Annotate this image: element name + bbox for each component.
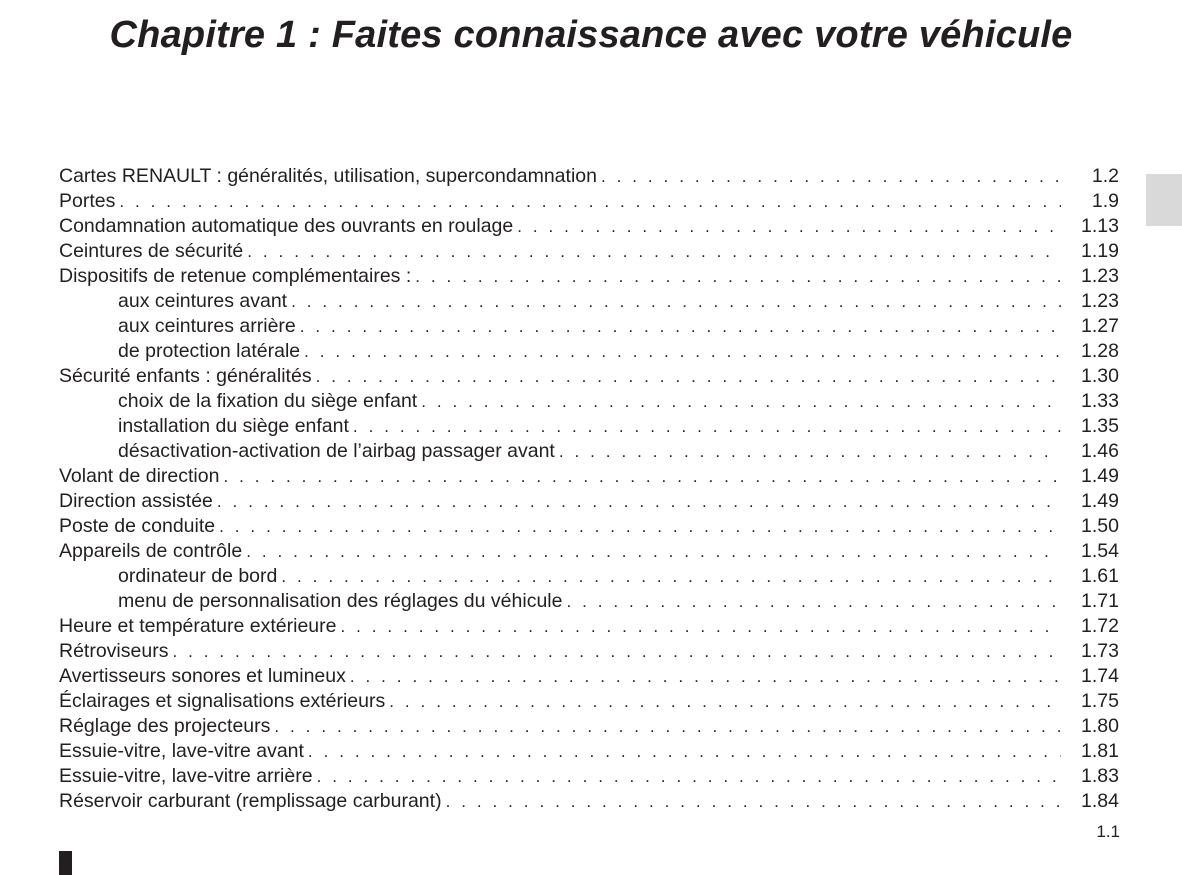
toc-entry-page: 1.28: [1081, 340, 1119, 362]
dot-leader: [217, 489, 1061, 514]
toc-entry-page: 1.81: [1081, 740, 1119, 762]
toc-entry-label: Heure et température extérieure: [59, 615, 337, 637]
toc-entry: [59, 489, 1119, 514]
dot-leader: [317, 764, 1061, 789]
toc-entry: [59, 239, 1119, 264]
toc-entry-page: 1.61: [1081, 565, 1119, 587]
dot-leader: [559, 439, 1061, 464]
dot-leader: [446, 789, 1061, 814]
toc-subentry: [59, 589, 1119, 614]
toc-entry-label: Dispositifs de retenue complémentaires :: [59, 265, 412, 287]
dot-leader: [308, 739, 1061, 764]
toc-entry-page: 1.71: [1081, 590, 1119, 612]
dot-leader: [340, 614, 1061, 639]
toc-subentry: [59, 289, 1119, 314]
toc-subentry: [59, 314, 1119, 339]
toc-entry: [59, 364, 1119, 389]
dot-leader: [517, 214, 1061, 239]
toc-entry-page: 1.23: [1081, 265, 1119, 287]
toc-entry-page: 1.74: [1081, 665, 1119, 687]
toc-entry-label: Condamnation automatique des ouvrants en roulage: [59, 215, 514, 237]
page-number: 1.1: [1096, 822, 1120, 841]
toc-entry-label: Essuie-vitre, lave-vitre arrière: [59, 765, 313, 787]
toc-entry-page: 1.35: [1081, 415, 1119, 437]
dot-leader: [350, 664, 1061, 689]
toc-entry-label: choix de la fixation du siège enfant: [118, 390, 418, 412]
toc-entry-label: désactivation-activation de l’airbag passager avant: [118, 440, 555, 462]
dot-leader: [172, 639, 1061, 664]
toc-entry-label: Réglage des projecteurs: [59, 715, 271, 737]
toc-entry: [59, 689, 1119, 714]
toc-entry-label: Avertisseurs sonores et lumineux: [59, 665, 346, 687]
toc-entry-page: 1.83: [1081, 765, 1119, 787]
toc-entry: [59, 514, 1119, 539]
toc-entry-page: 1.27: [1081, 315, 1119, 337]
toc-entry-page: 1.73: [1081, 640, 1119, 662]
toc-entry-label: de protection latérale: [118, 340, 301, 362]
toc-entry: [59, 264, 1119, 289]
toc-entry-page: 1.84: [1081, 790, 1119, 812]
toc-entry-label: Ceintures de sécurité: [59, 240, 244, 262]
corner-mark: [59, 851, 72, 875]
toc-entry: [59, 189, 1119, 214]
toc-entry: [59, 739, 1119, 764]
toc-subentry: [59, 389, 1119, 414]
toc-entry-page: 1.50: [1081, 515, 1119, 537]
toc-subentry: [59, 439, 1119, 464]
dot-leader: [316, 364, 1061, 389]
toc-entry-label: Essuie-vitre, lave-vitre avant: [59, 740, 304, 762]
toc-entry: [59, 639, 1119, 664]
dot-leader: [223, 464, 1061, 489]
chapter-side-tab: [1146, 174, 1182, 226]
dot-leader: [219, 514, 1061, 539]
toc-entry-label: Appareils de contrôle: [59, 540, 243, 562]
dot-leader: [389, 689, 1061, 714]
toc-entry-page: 1.30: [1081, 365, 1119, 387]
toc-entry-page: 1.49: [1081, 490, 1119, 512]
toc-entry: [59, 664, 1119, 689]
toc-entry-label: ordinateur de bord: [118, 565, 278, 587]
dot-leader: [353, 414, 1061, 439]
dot-leader: [246, 539, 1061, 564]
toc-entry-page: 1.46: [1081, 440, 1119, 462]
toc-entry-page: 1.72: [1081, 615, 1119, 637]
toc-entry-label: Volant de direction: [59, 465, 220, 487]
toc-entry-label: installation du siège enfant: [118, 415, 349, 437]
dot-leader: [274, 714, 1061, 739]
toc-entry-label: aux ceintures arrière: [118, 315, 296, 337]
dot-leader: [291, 289, 1061, 314]
toc-entry-page: 1.19: [1081, 240, 1119, 262]
dot-leader: [281, 564, 1061, 589]
dot-leader: [247, 239, 1061, 264]
toc-entry-page: 1.75: [1081, 690, 1119, 712]
toc-entry-label: aux ceintures avant: [118, 290, 288, 312]
chapter-title: Chapitre 1 : Faites connaissance avec votre véhicule: [109, 14, 1073, 56]
toc-entry: [59, 164, 1119, 189]
toc-entry-page: 1.2: [1091, 165, 1119, 187]
dot-leader: [415, 264, 1061, 289]
toc-entry-page: 1.9: [1091, 190, 1119, 212]
toc-entry-page: 1.49: [1081, 465, 1119, 487]
dot-leader: [119, 189, 1061, 214]
toc-entry: [59, 464, 1119, 489]
toc-entry: [59, 789, 1119, 814]
toc-entry-label: Portes: [59, 190, 116, 212]
toc-entry-label: Poste de conduite: [59, 515, 216, 537]
toc-subentry: [59, 564, 1119, 589]
toc-entry-label: Rétroviseurs: [59, 640, 169, 662]
toc-entry: [59, 714, 1119, 739]
dot-leader: [601, 164, 1061, 189]
toc-entry: [59, 764, 1119, 789]
toc-entry-label: Éclairages et signalisations extérieurs: [59, 690, 386, 712]
toc-entry-label: Cartes RENAULT : généralités, utilisation, supercondamnation: [59, 165, 597, 187]
toc-entry-label: Direction assistée: [59, 490, 213, 512]
toc-entry-page: 1.13: [1081, 215, 1119, 237]
toc-entry-label: Réservoir carburant (remplissage carburant): [59, 790, 442, 812]
toc-entry-page: 1.23: [1081, 290, 1119, 312]
toc-entry-label: Sécurité enfants : généralités: [59, 365, 312, 387]
toc-entry: [59, 539, 1119, 564]
table-of-contents: [59, 164, 1119, 814]
toc-subentry: [59, 339, 1119, 364]
toc-entry-page: 1.54: [1081, 540, 1119, 562]
dot-leader: [421, 389, 1061, 414]
toc-entry: [59, 214, 1119, 239]
dot-leader: [300, 314, 1061, 339]
toc-entry: [59, 614, 1119, 639]
toc-entry-label: menu de personnalisation des réglages du véhicule: [118, 590, 563, 612]
toc-entry-page: 1.80: [1081, 715, 1119, 737]
dot-leader: [304, 339, 1061, 364]
dot-leader: [566, 589, 1061, 614]
toc-subentry: [59, 414, 1119, 439]
toc-entry-page: 1.33: [1081, 390, 1119, 412]
